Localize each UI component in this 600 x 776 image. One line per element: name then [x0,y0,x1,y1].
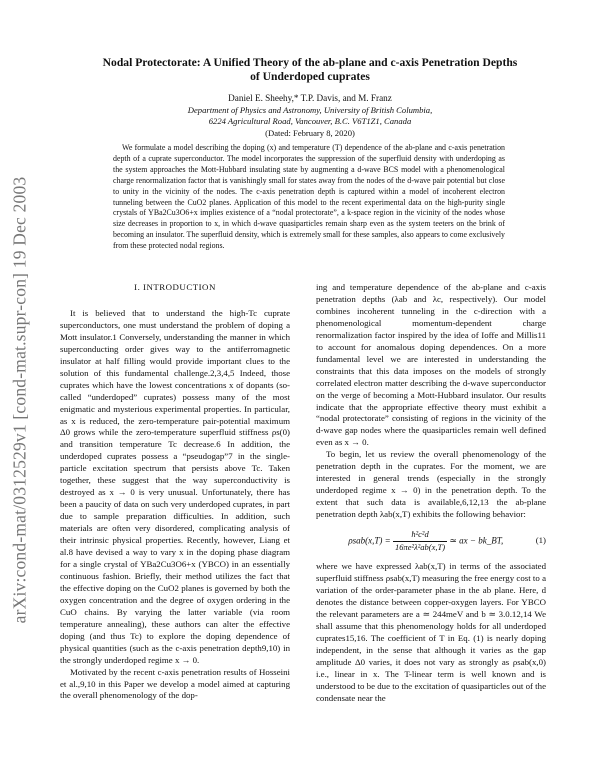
equation-rhs: ≃ ax − bk_BT, [449,535,504,546]
intro-paragraph-2: Motivated by the recent c-axis penetration results of Hosseini et al.,9,10 in this Paper we develop a model aimed at capturing the overall phenomenology of the dop- [60,666,290,701]
authors: Daniel E. Sheehy,* T.P. Davis, and M. Franz [228,93,392,103]
section-heading: I. INTRODUCTION [134,282,216,292]
intro-paragraph-3: ing and temperature dependence of the ab-plane and c-axis penetration depths (λab and λc, respectively). Our model combines incoherent tunneling in the c-direction with a phenomenological momentum-dependent charge renormalization factor inspired by the idea of Ioffe and Millis11 to account for anomalous doping dependences. On a more fundamental level we are interested in understanding the constraints that this data imposes on the models of strongly correlated electron matter describing the d-wave superconductor on the verge of becoming a Mott-Hubbard insulator. Our results indicate that the appropriate effective theory must exhibit a “nodal protectorate” consisting of regions in the vicinity of the d-wave gap nodes where the quasiparticles remain well defined even as x → 0. [316,282,546,448]
date-line: (Dated: February 8, 2020) [265,128,355,138]
equation-lhs: ρsab(x,T) = [348,535,391,546]
intro-paragraph-5: where we have expressed λab(x,T) in terms of the associated superfluid stiffness ρsab(x,T) measuring the free energy cost to a variation of the order-parameter phase in the ab plane. Here, d denotes the distance between copper-oxygen layers. For YBCO the relevant parameters are a ≃ 244meV and b ≃ 3.0.12,14 We shall assume that this phenomenology holds for all underdoped cuprates15,16. The coefficient of T in Eq. (1) is nearly doping independent, in the sense that although it varies as the gap amplitude Δ0 varies, it does not vary as strongly as ρsab(x,0) i.e., linear in x. The T-linear term is well known and is understood to be due to the excitation of quasiparticles out of the condensate near the [316,561,546,703]
title-line-2: of Underdoped cuprates [250,70,370,83]
left-column [60,282,290,702]
intro-paragraph-1: It is believed that to understand the high-Tc cuprate superconductors, one must understand the problem of doping a Mott insulator.1 Conversely, understanding the manner in which superconducting order gives way to the antiferromagnetic insulator at half filling would provide important clues to the solution of this fundamental challenge.2,3,4,5 Indeed, those cuprates which have the lowest concentrations x of dopants (so-called “underdoped” cuprates) possess many of the most enigmatic and mysterious experimental properties. In particular, as x is reduced, the zero-temperature pair-potential maximum Δ0 grows while the zero-temperature superfluid stiffness ρs(0) and transition temperature Tc decrease.6 In addition, the underdoped cuprates possess a “pseudogap”7 in the single-particle excitation spectrum that persists above Tc. Taken together, these suggest that the way superconductivity is destroyed as x → 0 is very unusual. Unfortunately, there has been a paucity of data on such very underdoped cuprates, in part due to sample preparation difficulties. In addition, such materials are often very disordered, complicating analysis of their intrinsic physical properties. Recently, however, Liang et al.8 have devised a way to vary x in the doping phase diagram for a single crystal of YBa2Cu3O6+x (YBCO) in an essentially continuous fashion. Briefly, their method utilizes the fact that the effective doping on the CuO2 planes is governed by both the oxygen concentration and the degree of oxygen ordering in the CuO chains. By varying the latter variable (via room temperature annealing), these authors can alter the effective doping (and thus Tc) to explore the doping dependence of physical quantities (such as the c-axis penetration depth9,10) in the strongly underdoped regime x → 0. [60,307,290,665]
arxiv-identifier: arXiv:cond-mat/0312529v1 [cond-mat.supr-con] 19 Dec 2003 [9,176,30,624]
equation-fraction [393,529,447,554]
right-column [316,282,546,705]
equation-numerator: ħ²c²d [393,529,447,542]
intro-paragraph-4: To begin, let us review the overall phenomenology of the penetration depth in the cuprates. For the moment, we are interested in general trends (especially in the strongly underdoped regime x → 0) in the penetration depth. To the extent that such data is available,6,12,13 the ab-plane penetration depth λab(x,T) exhibits the following behavior: [316,449,546,520]
abstract: We formulate a model describing the doping (x) and temperature (T) dependence of the ab-plane and c-axis penetration depth of a cuprate superconductor. The model incorporates the suppression of the superfluid density with underdoping as the system approaches the Mott-Hubbard insulating state by augmenting a d-wave BCS model with a phenomenological charge renormalization factor that is vanishingly small for states away from the nodes of the d-wave pair potential but close to unity in the vicinity of the nodes. The c-axis penetration depth is captured within a model of incoherent electron tunneling between the CuO2 planes. Application of this model to the recent experimental data on the high-purity single crystals of YBa2Cu3O6+x implies existence of a “nodal protectorate”, a k-space region in the vicinity of the nodes whose size decreases in proportion to x, in which d-wave quasiparticles remain sharp even as the system teeters on the brink of becoming an insulator. The superfluid density, which is extremely small for these samples, also appears to come exclusively from these protected nodal regions. [113,143,505,251]
equation-denominator: 16πe²λ²ab(x,T) [395,541,446,552]
equation-body [316,529,536,554]
affiliation-line-1: Department of Physics and Astronomy, University of British Columbia, [187,105,433,115]
affiliation [60,105,560,127]
paper-title [60,56,560,84]
arxiv-sidebar [6,120,34,680]
title-line-1: Nodal Protectorate: A Unified Theory of the ab-plane and c-axis Penetration Depths [102,56,518,69]
affiliation-line-2: 6224 Agricultural Road, Vancouver, B.C. V6T1Z1, Canada [208,116,412,126]
equation-number: (1) [535,535,546,546]
equation-1 [316,523,546,559]
